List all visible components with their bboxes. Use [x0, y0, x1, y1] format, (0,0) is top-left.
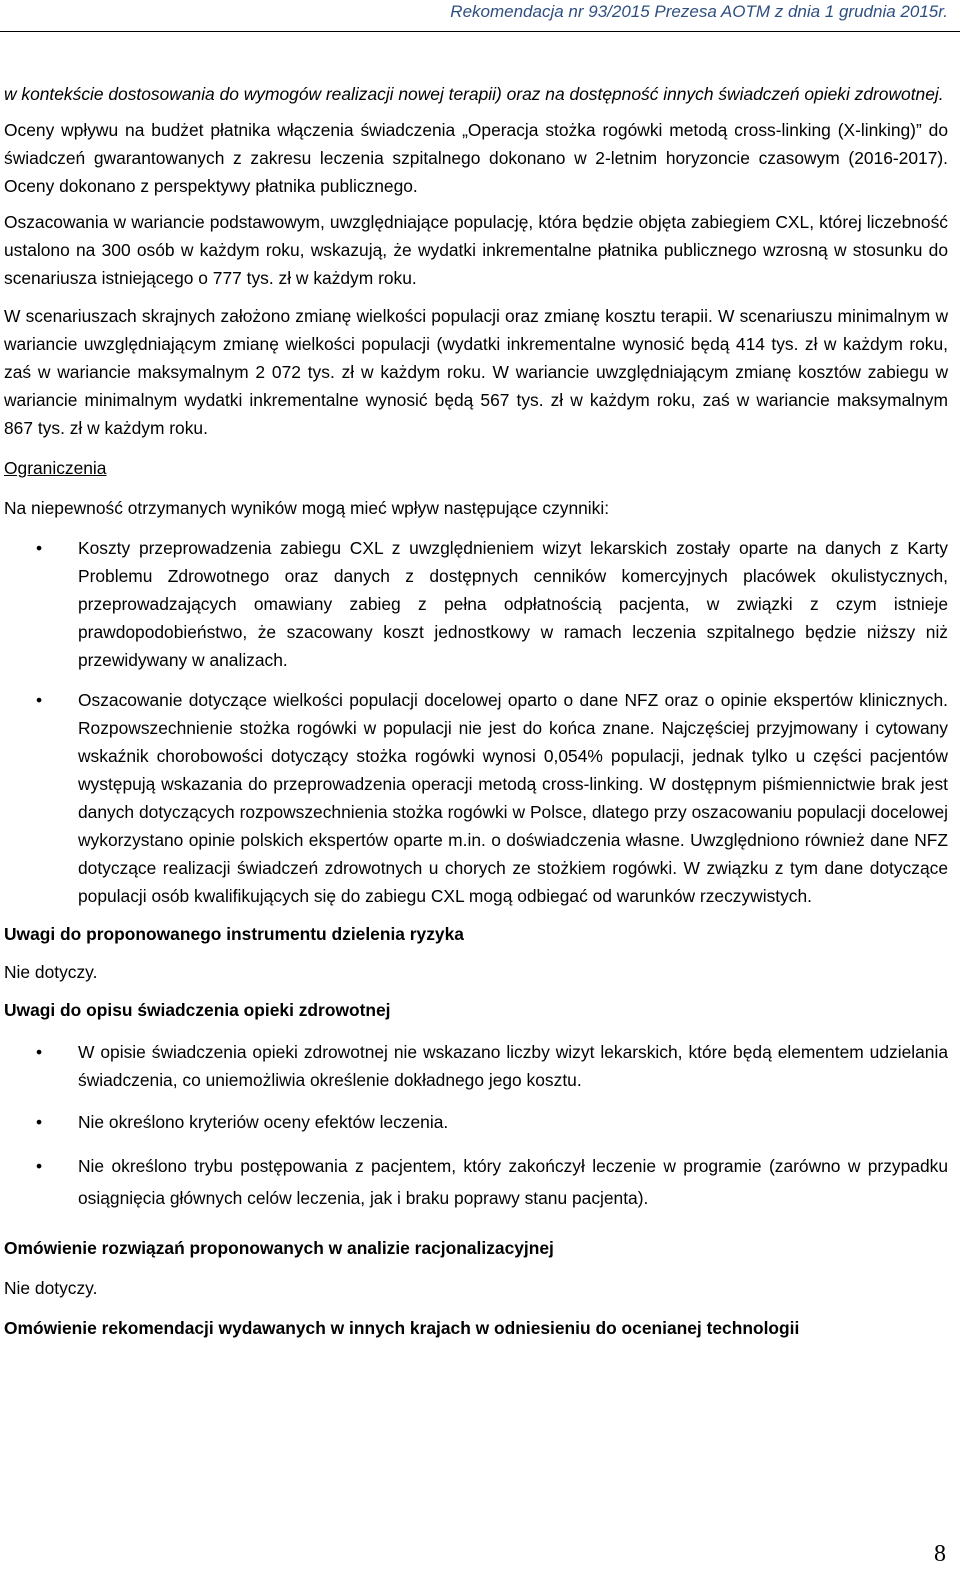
risk-sharing-text: Nie dotyczy.: [4, 962, 98, 982]
list-item-text: W opisie świadczenia opieki zdrowotnej nie wskazano liczby wizyt lekarskich, które będą elementem udzielania świadczenia, co uniemożliwia określenie dokładnego jego kosztu.: [78, 1042, 948, 1090]
rationalization-text: Nie dotyczy.: [4, 1278, 98, 1298]
limitations-heading: Ograniczenia: [4, 458, 107, 478]
list-item-text: Nie określono kryteriów oceny efektów leczenia.: [78, 1112, 449, 1132]
bullet-icon: •: [36, 1112, 43, 1132]
description-remarks-list: [4, 1038, 948, 1214]
bullet-icon: •: [36, 690, 43, 710]
list-item-text: Oszacowanie dotyczące wielkości populacji docelowej oparto o dane NFZ oraz o opinie ekspertów klinicznych. Rozpowszechnienie stożka rogówki w populacji nie jest do końca znane. Najczęściej przyjmowany i cytowany wskaźnik chorobowości dotyczący stożka rogówki wynosi 0,054% populacji, jednak tylko u części pacjentów występują wskazania do przeprowadzenia operacji metodą cross-linking. W dostępnym piśmiennictwie brak jest danych dotyczących rozpowszechnienia stożka rogówki w Polsce, dlatego przy oszacowaniu populacji docelowej wykorzystano opinie polskich ekspertów oparte m.in. o doświadczenia własne. Uwzględniono również dane NFZ dotyczące realizacji świadczeń zdrowotnych u chorych ze stożkiem rogówki. W związku z tym dane dotyczące populacji osób kwalifikujących się do zabiegu CXL mogą odbiegać od warunków rzeczywistych.: [78, 690, 948, 906]
base-variant-paragraph: Oszacowania w wariancie podstawowym, uwzględniające populację, która będzie objęta zabiegiem CXL, której liczebność ustalono na 300 osób w każdym roku, wskazują, że wydatki inkrementalne płatnika publicznego wzrosną w stosunku do scenariusza istniejącego o 777 tys. zł w każdym roku.: [4, 212, 948, 288]
bullet-icon: •: [36, 1042, 43, 1062]
list-item: [4, 1150, 948, 1214]
list-item: [4, 1038, 948, 1094]
list-item-text: Nie określono trybu postępowania z pacjentem, który zakończył leczenie w programie (zarówno w przypadku osiągnięcia głównych celów leczenia, jak i braku poprawy stanu pacjenta).: [78, 1156, 948, 1208]
list-item: [4, 1108, 948, 1136]
limitations-intro: Na niepewność otrzymanych wyników mogą mieć wpływ następujące czynniki:: [4, 498, 610, 518]
description-remarks-heading: Uwagi do opisu świadczenia opieki zdrowotnej: [4, 1000, 391, 1020]
budget-impact-paragraph: Oceny wpływu na budżet płatnika włączenia świadczenia „Operacja stożka rogówki metodą cross-linking (X-linking)” do świadczeń gwarantowanych z zakresu leczenia szpitalnego dokonano w 2-letnim horyzoncie czasowym (2016-2017). Oceny dokonano z perspektywy płatnika publicznego.: [4, 120, 948, 196]
scenarios-paragraph: W scenariuszach skrajnych założono zmianę wielkości populacji oraz zmianę kosztu terapii. W scenariuszu minimalnym w wariancie uwzględniającym zmianę wielkości populacji (wydatki inkrementalne wynosić będą 414 tys. zł w każdym roku, zaś w wariancie maksymalnym 2 072 tys. zł w każdym roku. W wariancie uwzględniającym zmianę kosztów zabiegu w wariancie minimalnym wydatki inkrementalne wynosić będą 567 tys. zł w każdym roku, zaś w wariancie maksymalnym 867 tys. zł w każdym roku.: [4, 306, 948, 438]
bullet-icon: •: [36, 538, 43, 558]
running-header: Rekomendacja nr 93/2015 Prezesa AOTM z dnia 1 grudnia 2015r.: [450, 2, 948, 21]
page-content: [4, 80, 948, 1342]
header-rule: [0, 31, 960, 32]
list-item-text: Koszty przeprowadzenia zabiegu CXL z uwzględnieniem wizyt lekarskich zostały oparte na danych z Karty Problemu Zdrowotnego oraz danych z dostępnych cenników komercyjnych placówek okulistycznych, przeprowadzających omawiany zabieg z pełna odpłatnością pacjenta, w związki z czym istnieje prawdopodobieństwo, że szacowany koszt jednostkowy w ramach leczenia szpitalnego będzie niższy niż przewidywany w analizach.: [78, 538, 948, 670]
bullet-icon: •: [36, 1156, 43, 1176]
page-number: 8: [934, 1541, 946, 1567]
risk-sharing-heading: Uwagi do proponowanego instrumentu dzielenia ryzyka: [4, 924, 464, 944]
foreign-recommendations-heading: Omówienie rekomendacji wydawanych w innych krajach w odniesieniu do ocenianej technologii: [4, 1318, 800, 1338]
list-item: [4, 534, 948, 674]
limitations-list: [4, 534, 948, 910]
list-item: [4, 686, 948, 910]
rationalization-heading: Omówienie rozwiązań proponowanych w analizie racjonalizacyjnej: [4, 1238, 554, 1258]
intro-continuation: w kontekście dostosowania do wymogów realizacji nowej terapii) oraz na dostępność innych świadczeń opieki zdrowotnej.: [4, 84, 944, 104]
